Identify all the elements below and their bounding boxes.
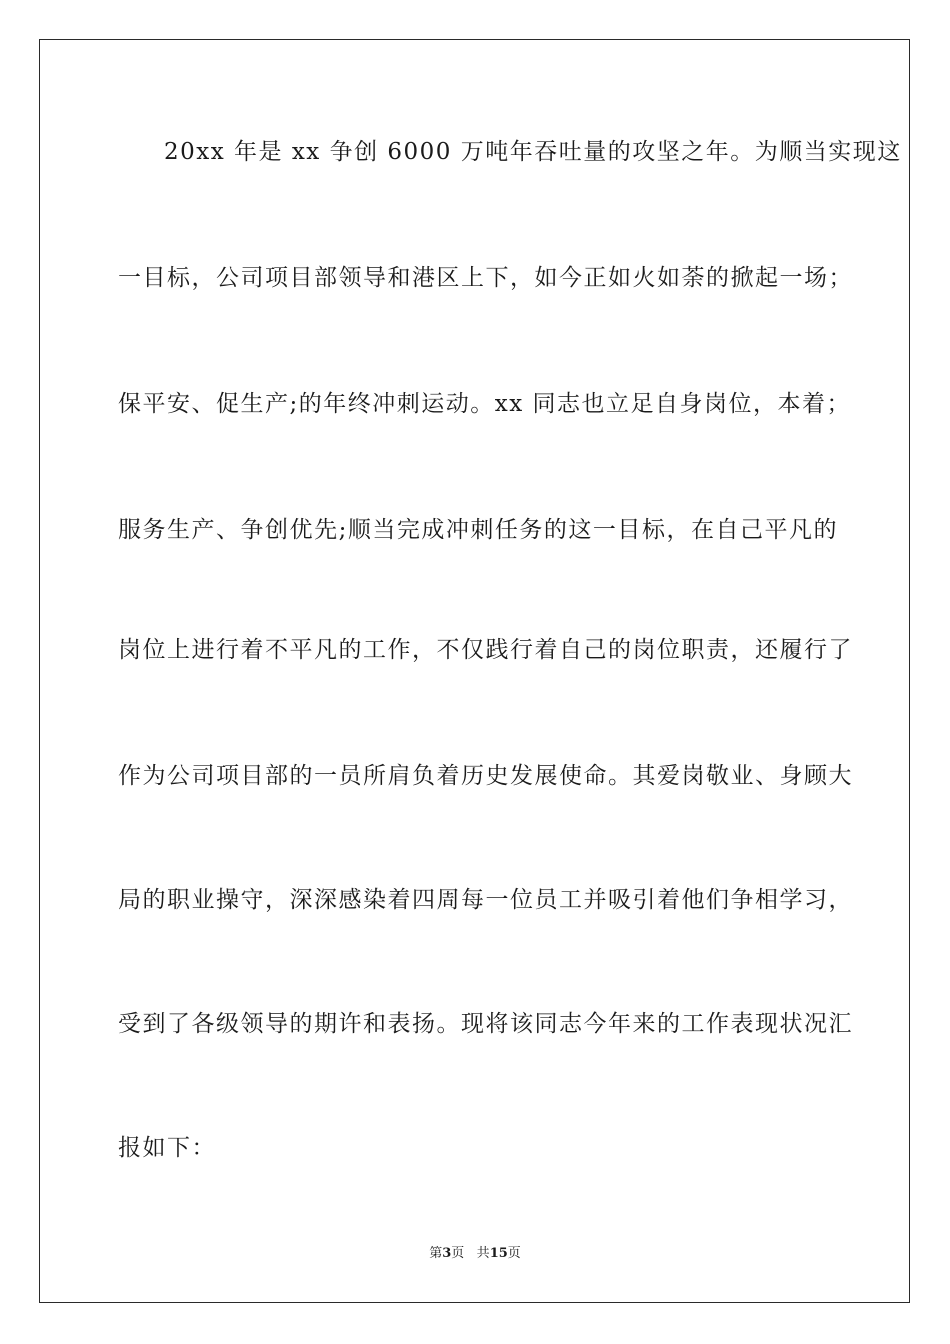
paragraph-line: 岗位上进行着不平凡的工作，不仅践行着自己的岗位职责，还履行了 <box>118 637 853 663</box>
paragraph-line: 报如下： <box>118 1135 216 1161</box>
page-prefix: 第 <box>429 1246 443 1261</box>
paragraph-line: 作为公司项目部的一员所肩负着历史发展使命。其爱岗敬业、身顾大 <box>118 763 853 789</box>
paragraph-line: 一目标，公司项目部领导和港区上下，如今正如火如荼的掀起一场； <box>118 265 853 291</box>
total-pages: 15 <box>489 1246 508 1261</box>
page-suffix: 页 <box>451 1246 465 1261</box>
paragraph-line: 受到了各级领导的期许和表扬。现将该同志今年来的工作表现状况汇 <box>118 1011 853 1037</box>
paragraph-line: 服务生产、争创优先;顺当完成冲刺任务的这一目标，在自己平凡的 <box>118 517 838 543</box>
page-footer <box>0 1246 950 1262</box>
paragraph-line: 保平安、促生产;的年终冲刺运动。xx 同志也立足自身岗位，本着； <box>118 391 852 417</box>
page-border <box>39 39 910 1303</box>
paragraph-line: 20xx 年是 xx 争创 6000 万吨年吞吐量的攻坚之年。为顺当实现这 <box>164 139 902 165</box>
paragraph-line: 局的职业操守，深深感染着四周每一位员工并吸引着他们争相学习， <box>118 887 853 913</box>
total-prefix: 共 <box>476 1246 490 1261</box>
total-suffix: 页 <box>507 1246 521 1261</box>
page-number: 3 <box>442 1246 452 1261</box>
